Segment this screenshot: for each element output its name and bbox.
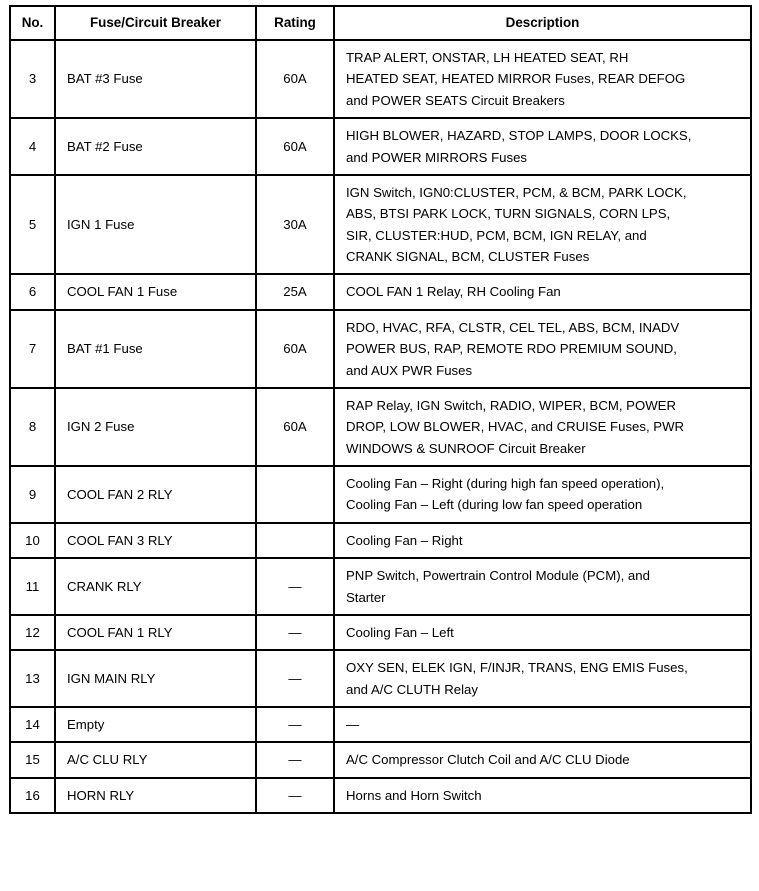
cell-description [334, 274, 751, 309]
description-line: Cooling Fan – Left (during low fan speed operation [346, 497, 643, 513]
cell-description [334, 466, 751, 523]
description-line: Cooling Fan – Right [346, 532, 463, 548]
cell-description [334, 778, 751, 813]
cell-rating: — [256, 707, 334, 742]
column-header-no: No. [10, 6, 55, 40]
cell-no: 4 [10, 118, 55, 175]
cell-no: 14 [10, 707, 55, 742]
cell-fuse-circuit-breaker: BAT #2 Fuse [55, 118, 256, 175]
description-line: and AUX PWR Fuses [346, 362, 473, 378]
description-line: RAP Relay, IGN Switch, RADIO, WIPER, BCM, POWER [346, 397, 676, 413]
table-row [10, 742, 751, 777]
cell-rating [256, 466, 334, 523]
description-line: Horns and Horn Switch [346, 787, 482, 803]
description-line: PNP Switch, Powertrain Control Module (PCM), and [346, 568, 650, 584]
table-row [10, 707, 751, 742]
cell-no: 5 [10, 175, 55, 275]
cell-rating: 25A [256, 274, 334, 309]
cell-description [334, 650, 751, 707]
cell-fuse-circuit-breaker: IGN MAIN RLY [55, 650, 256, 707]
cell-no: 3 [10, 40, 55, 118]
column-header-rating: Rating [256, 6, 334, 40]
cell-rating: — [256, 615, 334, 650]
description-line: COOL FAN 1 Relay, RH Cooling Fan [346, 284, 561, 300]
cell-rating [256, 523, 334, 558]
description-line: — [346, 717, 360, 732]
cell-description [334, 388, 751, 466]
table-row [10, 388, 751, 466]
description-line: and A/C CLUTH Relay [346, 681, 478, 697]
column-header-description: Description [334, 6, 751, 40]
description-line: HIGH BLOWER, HAZARD, STOP LAMPS, DOOR LOCKS, [346, 128, 692, 144]
cell-no: 6 [10, 274, 55, 309]
cell-no: 13 [10, 650, 55, 707]
description-line: SIR, CLUSTER:HUD, PCM, BCM, IGN RELAY, and [346, 227, 647, 243]
description-line: Cooling Fan – Left [346, 624, 454, 640]
fuse-block-table [9, 5, 752, 814]
table-header-row [10, 6, 751, 40]
description-line: ABS, BTSI PARK LOCK, TURN SIGNALS, CORN LPS, [346, 206, 671, 222]
table-row [10, 778, 751, 813]
table-row [10, 274, 751, 309]
cell-fuse-circuit-breaker: IGN 1 Fuse [55, 175, 256, 275]
description-line: POWER BUS, RAP, REMOTE RDO PREMIUM SOUND, [346, 341, 677, 357]
cell-fuse-circuit-breaker: Empty [55, 707, 256, 742]
cell-fuse-circuit-breaker: HORN RLY [55, 778, 256, 813]
cell-fuse-circuit-breaker: IGN 2 Fuse [55, 388, 256, 466]
table-header [10, 6, 751, 40]
table-row [10, 650, 751, 707]
cell-description [334, 558, 751, 615]
cell-description [334, 707, 751, 742]
cell-description [334, 118, 751, 175]
cell-fuse-circuit-breaker: COOL FAN 2 RLY [55, 466, 256, 523]
table-row [10, 466, 751, 523]
cell-description [334, 615, 751, 650]
cell-no: 11 [10, 558, 55, 615]
cell-fuse-circuit-breaker: COOL FAN 3 RLY [55, 523, 256, 558]
cell-fuse-circuit-breaker: BAT #1 Fuse [55, 310, 256, 388]
table-body [10, 40, 751, 813]
cell-no: 9 [10, 466, 55, 523]
cell-rating: 60A [256, 118, 334, 175]
cell-description [334, 175, 751, 275]
cell-description [334, 523, 751, 558]
cell-rating: 60A [256, 388, 334, 466]
table-row [10, 310, 751, 388]
table-row [10, 523, 751, 558]
description-line: Starter [346, 589, 386, 605]
cell-fuse-circuit-breaker: COOL FAN 1 RLY [55, 615, 256, 650]
cell-fuse-circuit-breaker: COOL FAN 1 Fuse [55, 274, 256, 309]
cell-rating: — [256, 650, 334, 707]
description-line: IGN Switch, IGN0:CLUSTER, PCM, & BCM, PARK LOCK, [346, 184, 687, 200]
description-line: Cooling Fan – Right (during high fan speed operation), [346, 476, 665, 491]
description-line: A/C Compressor Clutch Coil and A/C CLU Diode [346, 752, 630, 768]
description-line: HEATED SEAT, HEATED MIRROR Fuses, REAR DEFOG [346, 71, 686, 87]
cell-no: 15 [10, 742, 55, 777]
description-line: and POWER SEATS Circuit Breakers [346, 92, 565, 108]
cell-description [334, 40, 751, 118]
cell-no: 12 [10, 615, 55, 650]
cell-description [334, 742, 751, 777]
cell-rating: 60A [256, 310, 334, 388]
description-line: DROP, LOW BLOWER, HVAC, and CRUISE Fuses, PWR [346, 419, 685, 435]
cell-rating: — [256, 742, 334, 777]
cell-rating: 60A [256, 40, 334, 118]
description-line: TRAP ALERT, ONSTAR, LH HEATED SEAT, RH [346, 50, 629, 65]
cell-no: 8 [10, 388, 55, 466]
column-header-fuse-circuit-breaker: Fuse/Circuit Breaker [55, 6, 256, 40]
description-line: OXY SEN, ELEK IGN, F/INJR, TRANS, ENG EMIS Fuses, [346, 660, 688, 676]
table-row [10, 40, 751, 118]
cell-fuse-circuit-breaker: A/C CLU RLY [55, 742, 256, 777]
cell-rating: — [256, 778, 334, 813]
cell-no: 10 [10, 523, 55, 558]
table-row [10, 175, 751, 275]
cell-fuse-circuit-breaker: BAT #3 Fuse [55, 40, 256, 118]
table-row [10, 118, 751, 175]
description-line: WINDOWS & SUNROOF Circuit Breaker [346, 440, 586, 456]
cell-no: 16 [10, 778, 55, 813]
table-row [10, 615, 751, 650]
description-line: RDO, HVAC, RFA, CLSTR, CEL TEL, ABS, BCM, INADV [346, 319, 680, 335]
cell-no: 7 [10, 310, 55, 388]
description-line: and POWER MIRRORS Fuses [346, 149, 527, 165]
cell-rating: — [256, 558, 334, 615]
table-row [10, 558, 751, 615]
cell-rating: 30A [256, 175, 334, 275]
description-line: CRANK SIGNAL, BCM, CLUSTER Fuses [346, 249, 590, 264]
cell-description [334, 310, 751, 388]
cell-fuse-circuit-breaker: CRANK RLY [55, 558, 256, 615]
